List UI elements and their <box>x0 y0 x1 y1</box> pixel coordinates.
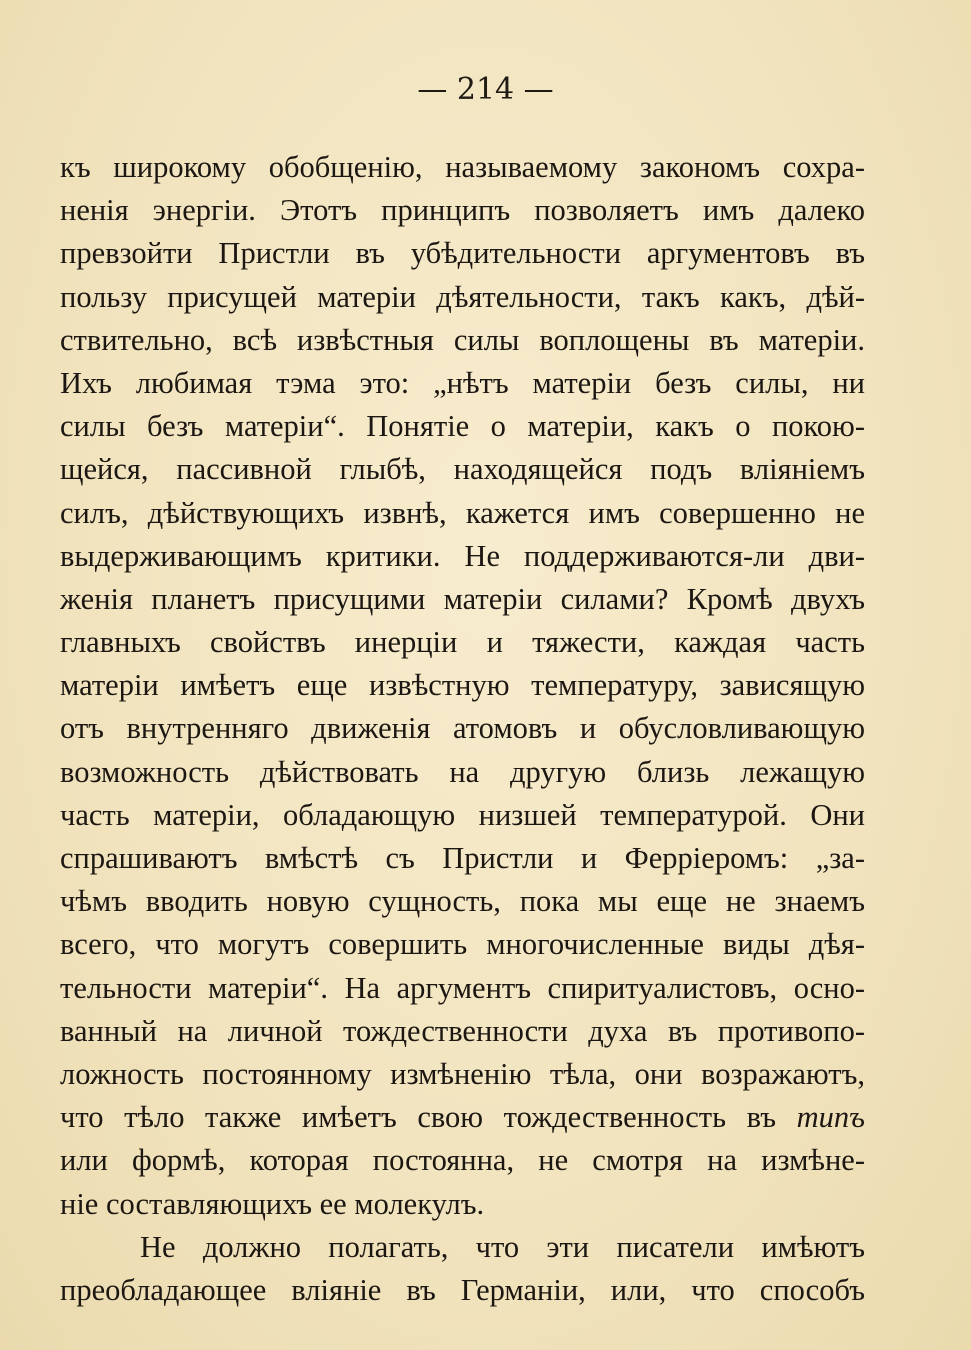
text-line: выдерживающимъ критики. Не поддерживаются-ли дви- <box>60 538 865 573</box>
text-line: ванный на личной тождественности духа въ противопо- <box>60 1013 865 1048</box>
text-line: превзойти Пристли въ убѣдительности аргументовъ въ <box>60 236 865 271</box>
body-text <box>60 146 865 1312</box>
text-line: ствительно, всѣ извѣстныя силы воплощены въ матеріи. <box>60 322 865 357</box>
paragraph-first-line: Не должно полагать, что эти писатели имѣютъ <box>140 1229 865 1264</box>
text-line: Ихъ любимая тэма это: „нѣтъ матеріи безъ силы, ни <box>60 365 865 400</box>
paragraph-last-line: ніе составляющихъ ее молекулъ. <box>60 1186 485 1221</box>
text-line: отъ внутренняго движенія атомовъ и обусловливающую <box>60 711 865 746</box>
text-line: щейся, пассивной глыбѣ, находящейся подъ вліяніемъ <box>60 452 865 487</box>
page-number: — 214 — <box>417 72 554 107</box>
text-line: пользу присущей матеріи дѣятельности, такъ какъ, дѣй- <box>60 279 865 314</box>
text-line: силъ, дѣйствующихъ извнѣ, кажется имъ совершенно не <box>60 495 865 530</box>
text-segment: что тѣло также имѣетъ свою тождественность въ <box>60 1100 797 1135</box>
text-line: ненія энергіи. Этотъ принципъ позволяетъ имъ далеко <box>60 193 865 228</box>
text-line: возможность дѣйствовать на другую близь лежащую <box>60 754 865 789</box>
text-line: къ широкому обобщенію, называемому закономъ сохра- <box>60 150 865 184</box>
text-line: тельности матеріи“. На аргументъ спиритуалистовъ, осно- <box>60 970 865 1005</box>
text-line: матеріи имѣетъ еще извѣстную температуру, зависящую <box>60 668 865 703</box>
italic-word: типъ <box>796 1100 865 1135</box>
text-line: преобладающее вліяніе въ Германіи, или, что способъ <box>60 1272 865 1307</box>
text-line: силы безъ матеріи“. Понятіе о матеріи, какъ о покою- <box>60 409 865 444</box>
text-line: главныхъ свойствъ инерціи и тяжести, каждая часть <box>60 625 865 660</box>
text-line: часть матеріи, обладающую низшей температурой. Они <box>60 797 865 832</box>
text-line: спрашиваютъ вмѣстѣ съ Пристли и Ферріеромъ: „за- <box>60 841 865 875</box>
text-line: чѣмъ вводить новую сущность, пока мы еще не знаемъ <box>60 884 865 919</box>
text-line: женія планетъ присущими матеріи силами? Кромѣ двухъ <box>60 581 865 616</box>
text-line: ложность постоянному измѣненію тѣла, они возражаютъ, <box>60 1056 865 1091</box>
text-line: или формѣ, которая постоянна, не смотря на измѣне- <box>60 1143 865 1178</box>
text-line: всего, что могутъ совершить многочисленные виды дѣя- <box>60 927 865 962</box>
text-line-with-italic <box>60 1096 865 1139</box>
